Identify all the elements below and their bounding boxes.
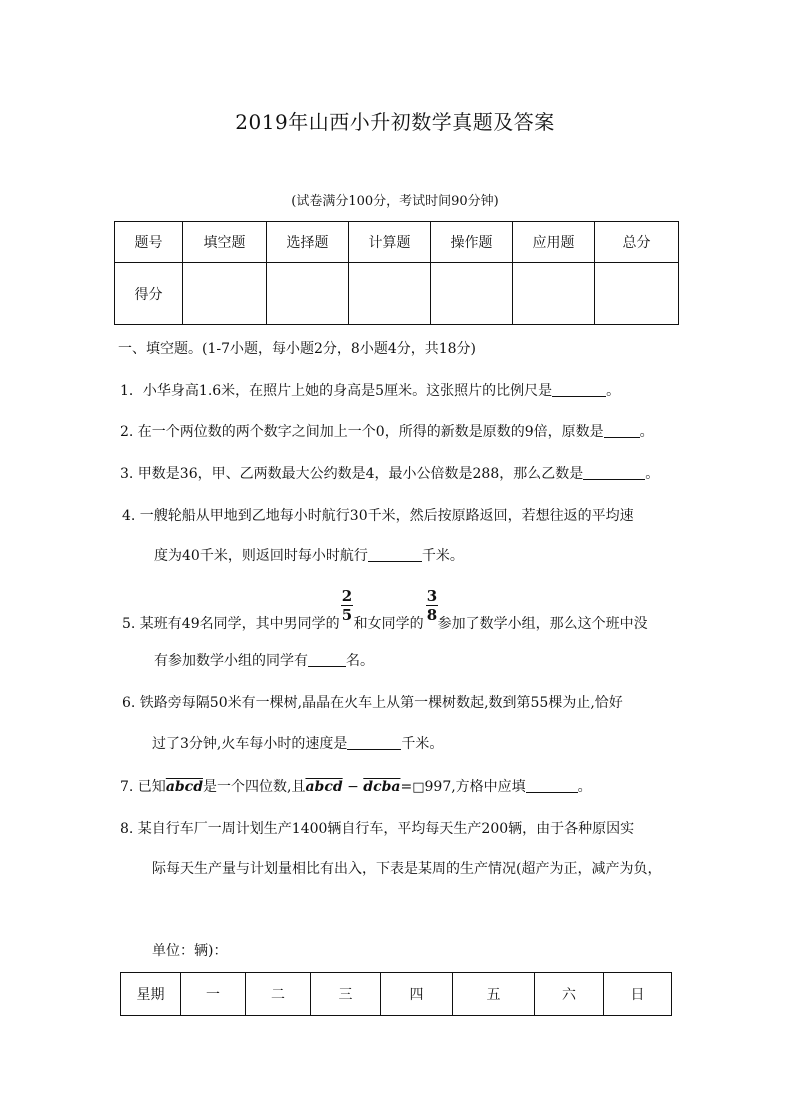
question-end: 。 <box>577 779 592 795</box>
score-cell[interactable] <box>595 263 679 325</box>
fraction-three-eighths <box>426 588 438 623</box>
question-8-line-1: 8. 某自行车厂一周计划生产1400辆自行车，平均每天生产200辆，由于各种原因实 <box>120 821 635 837</box>
question-text: 有参加数学小组的同学有 <box>154 653 308 669</box>
question-5-line-2 <box>154 650 374 670</box>
answer-blank[interactable] <box>368 547 422 562</box>
weekday-wednesday: 三 <box>311 973 381 1016</box>
weekday-tuesday: 二 <box>246 973 311 1016</box>
score-header-cell: 应用题 <box>513 222 595 263</box>
question-4-line-1: 4. 一艘轮船从甲地到乙地每小时航行30千米，然后按原路返回，若想往返的平均速 <box>122 508 634 524</box>
question-7 <box>120 776 592 796</box>
question-text: 千米。 <box>421 548 464 564</box>
question-8-line-2: 际每天生产量与计划量相比有出入，下表是某周的生产情况(超产为正，减产为负， <box>152 861 662 877</box>
question-text: 参加了数学小组，那么这个班中没 <box>437 616 648 632</box>
fraction-numerator: 2 <box>341 587 353 605</box>
question-4-line-2 <box>154 545 464 565</box>
minus-sign: − <box>342 779 364 795</box>
section-heading: 一、填空题。(1-7小题，每小题2分，8小题4分，共18分) <box>118 341 477 357</box>
fraction-denominator: 8 <box>426 606 438 624</box>
question-text: 5. 某班有49名同学，其中男同学的 <box>122 616 340 632</box>
overline-number: abcd <box>165 779 203 795</box>
question-text: 度为40千米，则返回时每小时航行 <box>154 548 368 564</box>
question-6-line-2 <box>152 733 443 753</box>
question-end: 。 <box>639 424 654 440</box>
question-text: 1．小华身高1.6米，在照片上她的身高是5厘米。这张照片的比例尺是 <box>120 383 553 399</box>
weekday-saturday: 六 <box>535 973 604 1016</box>
question-end: 。 <box>606 383 621 399</box>
equals-sign: = <box>400 779 413 795</box>
question-text: 997,方格中应填 <box>424 779 526 795</box>
question-text: 是一个四位数,且 <box>203 779 306 795</box>
score-row-label: 得分 <box>115 263 183 325</box>
question-text: 2. 在一个两位数的两个数字之间加上一个0，所得的新数是原数的9倍，原数是 <box>120 424 604 440</box>
weekday-monday: 一 <box>181 973 246 1016</box>
score-table <box>114 221 679 325</box>
score-header-cell: 总分 <box>595 222 679 263</box>
overline-number: dcba <box>363 779 401 795</box>
fraction-two-fifths <box>341 588 353 623</box>
score-header-cell: 操作题 <box>431 222 513 263</box>
empty-box-icon: □ <box>412 780 425 795</box>
question-3 <box>120 463 659 483</box>
weekday-sunday: 日 <box>604 973 672 1016</box>
fraction-numerator: 3 <box>426 587 438 605</box>
score-cell[interactable] <box>267 263 349 325</box>
answer-blank[interactable] <box>583 465 645 480</box>
score-cell[interactable] <box>349 263 431 325</box>
week-header-label: 星期 <box>121 973 181 1016</box>
answer-blank[interactable] <box>308 652 346 667</box>
question-text: 和女同学的 <box>353 616 424 632</box>
score-cell[interactable] <box>513 263 595 325</box>
question-1 <box>120 380 620 400</box>
fraction-denominator: 5 <box>341 606 353 624</box>
question-text: 千米。 <box>401 736 444 752</box>
question-6-line-1: 6. 铁路旁每隔50米有一棵树,晶晶在火车上从第一棵树数起,数到第55棵为止,恰好 <box>122 695 623 711</box>
question-text: 3. 甲数是36，甲、乙两数最大公约数是4，最小公倍数是288，那么乙数是 <box>120 466 584 482</box>
question-end: 。 <box>645 466 660 482</box>
weekly-production-table <box>120 972 672 1016</box>
answer-blank[interactable] <box>552 382 606 397</box>
weekday-thursday: 四 <box>381 973 453 1016</box>
score-header-cell: 选择题 <box>267 222 349 263</box>
answer-blank[interactable] <box>604 423 640 438</box>
question-5-line-1 <box>122 613 648 633</box>
question-text: 过了3分钟,火车每小时的速度是 <box>152 736 348 752</box>
score-header-cell: 题号 <box>115 222 183 263</box>
exam-info: (试卷满分100分，考试时间90分钟) <box>291 194 499 209</box>
unit-note: 单位：辆)： <box>152 943 228 959</box>
weekday-friday: 五 <box>453 973 535 1016</box>
question-2 <box>120 421 654 441</box>
score-cell[interactable] <box>183 263 267 325</box>
question-text: 7. 已知 <box>120 779 166 795</box>
score-cell[interactable] <box>431 263 513 325</box>
page-title: 2019年山西小升初数学真题及答案 <box>235 110 555 134</box>
score-header-cell: 填空题 <box>183 222 267 263</box>
answer-blank[interactable] <box>526 778 578 793</box>
answer-blank[interactable] <box>347 735 401 750</box>
question-text: 名。 <box>346 653 374 669</box>
score-header-cell: 计算题 <box>349 222 431 263</box>
overline-number: abcd <box>305 779 343 795</box>
